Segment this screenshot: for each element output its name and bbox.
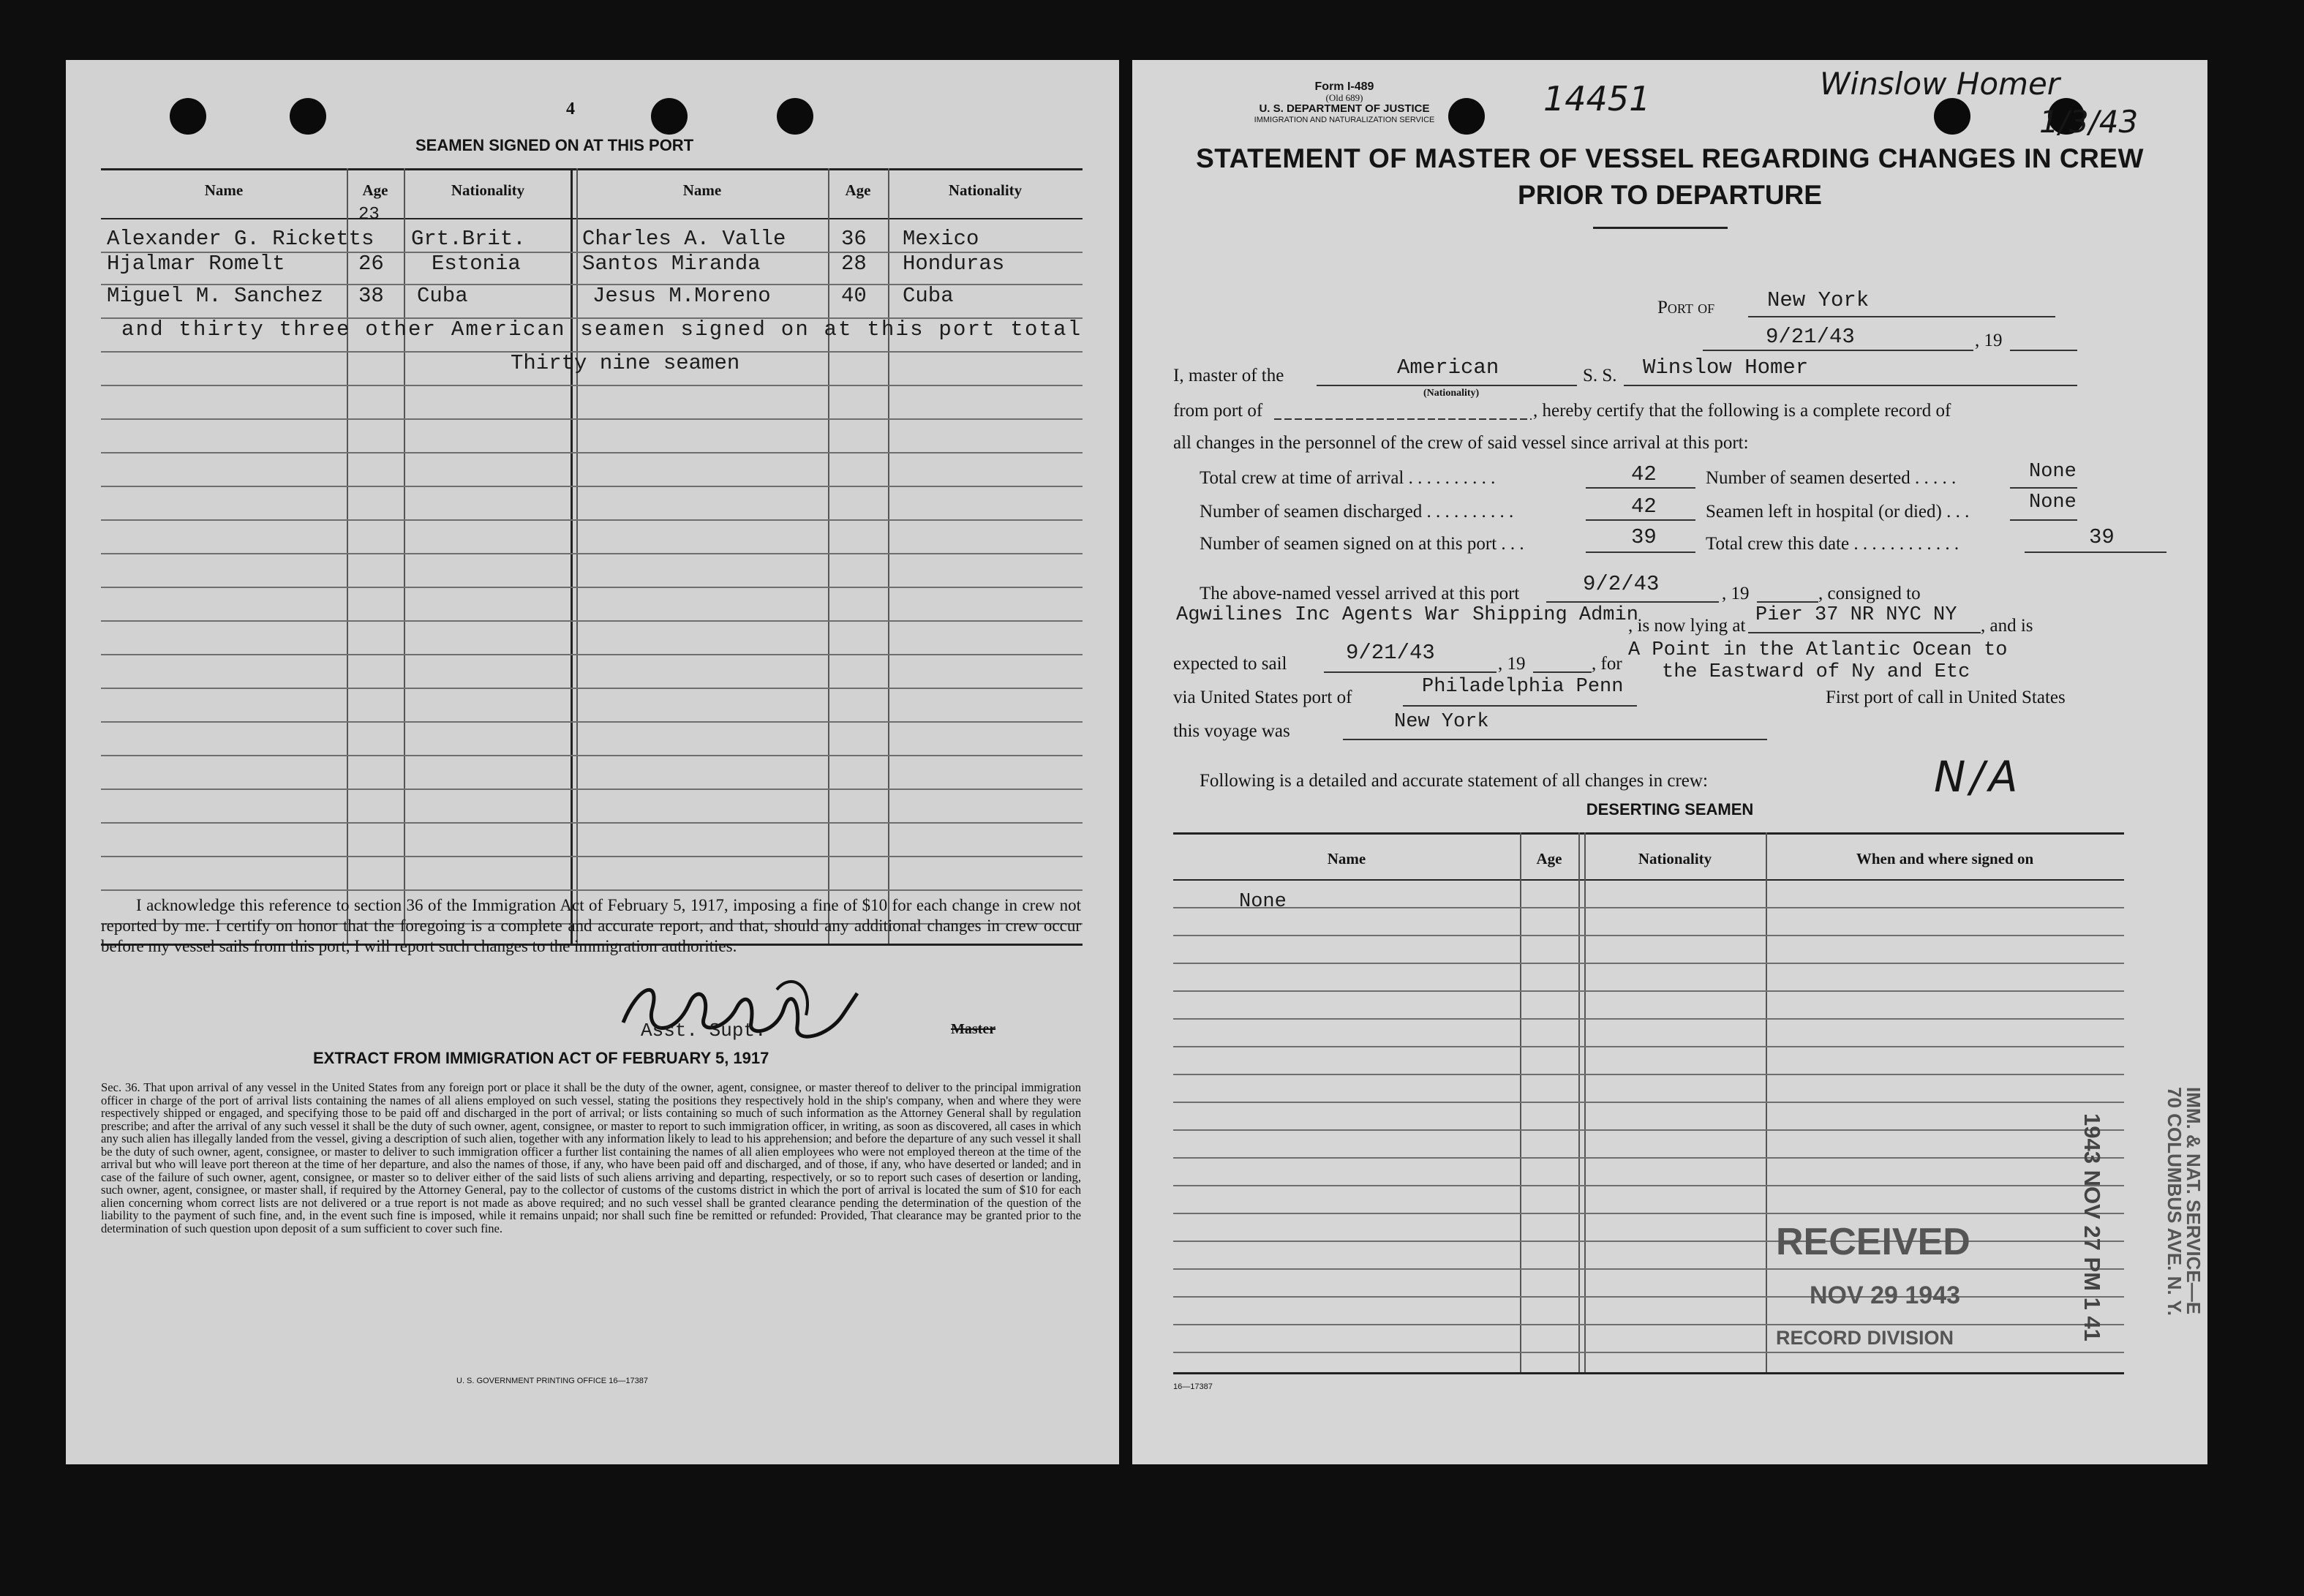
table-row-name: Charles A. Valle [582,227,786,251]
column-header-age: Age [1536,850,1562,867]
column-header-age: Age [845,181,871,199]
table-row-nationality: Estonia [432,252,521,276]
ss-label: S. S. [1583,366,1617,385]
date-suffix: , 19 [1498,654,1526,674]
discharged-label: Number of seamen discharged . . . . . . . . . . [1200,502,1514,522]
received-stamp: RECEIVED [1776,1221,1970,1263]
section-title: SEAMEN SIGNED ON AT THIS PORT [415,136,694,154]
ship-name: Winslow Homer [1643,355,1809,380]
total-date-value: 39 [2089,525,2115,549]
date-suffix: , 19 [1975,331,2003,350]
deserting-title: DESERTING SEAMEN [1586,800,1754,818]
table-row-age: 26 [358,252,384,276]
punch-hole [651,98,688,135]
voyage-label: this voyage was [1173,721,1290,741]
typed-note: Thirty nine seamen [511,351,740,375]
table-row-name: Miguel M. Sanchez [107,284,323,308]
na-mark: N/A [1934,752,2022,802]
column-header-signed-on: When and where signed on [1856,850,2034,867]
total-arrival-value: 42 [1631,462,1657,486]
column-header-nationality: Nationality [451,181,525,199]
expected-date: 9/21/43 [1346,641,1435,665]
form-subtitle: PRIOR TO DEPARTURE [1518,180,1822,210]
table-row-nationality: Honduras [903,252,1005,276]
voyage-value: New York [1394,711,1489,733]
column-header-name: Name [1327,850,1366,867]
department: U. S. DEPARTMENT OF JUSTICE [1259,102,1430,115]
table-row-age: 28 [841,252,867,276]
table-row-name: Jesus M.Moreno [592,284,771,308]
handwritten-number: 14451 [1543,79,1651,118]
table-row-age: 38 [358,284,384,308]
punch-hole [1934,98,1970,135]
table-row-age: 36 [841,227,867,251]
via-port: Philadelphia Penn [1422,676,1624,698]
destination-line-1: A Point in the Atlantic Ocean to [1628,639,2008,661]
master-label: I, master of the [1173,366,1284,385]
table-row-nationality: Cuba [903,284,954,308]
punch-hole [290,98,326,135]
hospital-value: None [2029,492,2077,513]
consignee: Agwilines Inc Agents War Shipping Admin [1176,604,1638,626]
deserted-value: None [2029,461,2077,483]
from-port-label: from port of [1173,401,1263,421]
lying-at: Pier 37 NR NYC NY [1755,604,1957,626]
deserted-label: Number of seamen deserted . . . . . [1706,468,1957,488]
extract-text: Sec. 36. That upon arrival of any vessel in the United States from any foreign port or place it shall be the duty of the owner, agent, consignee, or master thereof to deliver to the principal immigration officer in charge of the port of arrival lists containing the names of all aliens employed on such vessel, stating the positions they respectively hold in the ship's company, when and where they were respectively shipped or engaged, and specifying those to be paid off and discharged in the port of arrival; or lists containing so much of such information as the Attorney General shall by regulation prescribe; and after the arrival of any such vessel it shall be the duty of such owner, agent, consignee, or master to report to such immigration officer, in writing, as soon as discovered, all cases in which any such alien has illegally landed from the vessel, giving a description of such alien, together with any information likely to lead to his apprehension; and before the departure of any such vessel it shall be the duty of such owner, agent, consignee, or master to deliver to such immigration officer a further list containing the names of all alien employees who were not employed thereon at the time of the arrival but who will leave port thereon at the time of her departure, and also the names of those, if any, who have been paid off and discharged, and of those, if any, who have deserted or landed; and in case of the failure of such owner, agent, consignee, or master so to deliver either of the said lists of such aliens arriving and departing, respectively, or so to report such cases of desertion or landing, such owner, agent, consignee, or master shall, if required by the Attorney General, pay to the collector of customs of the customs district in which the port of arrival is located the sum of $10 for each alien concerning whom correct lists are not delivered or a true report is not made as above required; and no such vessel shall be granted clearance pending the determination of the question of the liability to the payment of such fine, and, in the event such fine is imposed, while it remains unpaid; nor shall such fine be remitted or refunded: Provided, That clearance may be granted prior to the determination of such question upon deposit of a sum sufficient to cover such fine. [101,1080,1081,1235]
arrived-label: The above-named vessel arrived at this port [1200,584,1520,603]
column-header-name: Name [682,181,722,199]
certify-text: , hereby certify that the following is a complete record of [1533,401,1951,421]
consigned-label: , consigned to [1818,584,1921,603]
column-header-name: Name [204,181,244,199]
table-row-nationality: Grt.Brit. [411,227,526,251]
deserting-entry: None [1239,891,1287,913]
and-is: , and is [1981,616,2033,636]
port-label: Port of [1657,298,1715,317]
table-row-nationality: Mexico [903,227,979,251]
signature-title-printed: Master [951,1021,996,1037]
table-row-name: Santos Miranda [582,252,761,276]
handwritten-ship-name: Winslow Homer [1820,66,2060,102]
left-page [66,60,1119,1464]
discharged-value: 42 [1631,494,1657,519]
hospital-label: Seamen left in hospital (or died) . . . [1706,502,1970,522]
nationality-value: American [1397,355,1499,380]
side-stamp: IMM. & NAT. SERVICE—E [2183,1087,2205,1315]
table-row-nationality: Cuba [417,284,468,308]
destination-line-2: the Eastward of Ny and Etc [1662,661,1970,683]
table-row-age: 23 [358,205,380,225]
received-stamp-division: RECORD DIVISION [1776,1327,1954,1349]
extract-title: EXTRACT FROM IMMIGRATION ACT OF FEBRUARY 5, 1917 [313,1049,769,1067]
page-number: 4 [566,99,575,118]
handwritten-fraction: 1/3/43 [2039,104,2139,140]
printer-note: U. S. GOVERNMENT PRINTING OFFICE 16—17387 [456,1377,649,1385]
service: IMMIGRATION AND NATURALIZATION SERVICE [1254,116,1435,124]
signed-on-value: 39 [1631,525,1657,549]
received-stamp-date: NOV 29 1943 [1810,1281,1961,1309]
for-label: , for [1592,654,1622,674]
table-row-age: 40 [841,284,867,308]
form-number: Form I-489 [1314,80,1374,93]
date-value: 9/21/43 [1766,325,1855,349]
punch-hole [777,98,813,135]
port-value: New York [1767,288,1870,312]
signed-on-label: Number of seamen signed on at this port . . . [1200,534,1524,554]
total-date-label: Total crew this date . . . . . . . . . . . . [1706,534,1959,554]
table-row-name: Alexander G. Ricketts [107,227,374,251]
lying-label: , is now lying at [1628,616,1746,636]
form-old: (Old 689) [1325,92,1363,103]
right-page [1132,60,2207,1464]
following-text: Following is a detailed and accurate statement of all changes in crew: [1200,771,1708,791]
expected-label: expected to sail [1173,654,1287,674]
nationality-caption: (Nationality) [1423,388,1480,399]
table-row-name: Hjalmar Romelt [107,252,285,276]
column-header-nationality: Nationality [1638,850,1712,867]
all-changes-text: all changes in the personnel of the crew of said vessel since arrival at this port: [1173,433,1749,453]
column-header-nationality: Nationality [948,181,1023,199]
first-port-label: First port of call in United States [1826,688,2066,707]
side-stamp-date: 1943 NOV 27 PM 1 41 [2079,1113,2105,1341]
via-label: via United States port of [1173,688,1352,707]
form-title: STATEMENT OF MASTER OF VESSEL REGARDING CHANGES IN CREW [1196,143,2144,173]
punch-hole [170,98,206,135]
acknowledgment-text: I acknowledge this reference to section 36 of the Immigration Act of February 5, 1917, imposing a fine of $10 for each change in crew not reported by me. I certify on honor that the foregoing is a complete and accurate report, and that, should any additional changes in crew occur before my vessel sails from this port, I will report such changes to the immigration authorities. [101,896,1081,955]
total-arrival-label: Total crew at time of arrival . . . . . . . . . . [1200,468,1496,488]
side-stamp: 70 COLUMBUS AVE. N. Y. [2164,1087,2186,1317]
column-header-age: Age [362,181,388,199]
typed-note: and thirty three other American seamen signed on at this port total [121,317,1083,342]
form-code: 16—17387 [1173,1382,1213,1391]
date-suffix: , 19 [1722,584,1750,603]
arrived-date: 9/2/43 [1583,572,1660,596]
signature-title-typed: Asst. Supt. [641,1020,767,1042]
